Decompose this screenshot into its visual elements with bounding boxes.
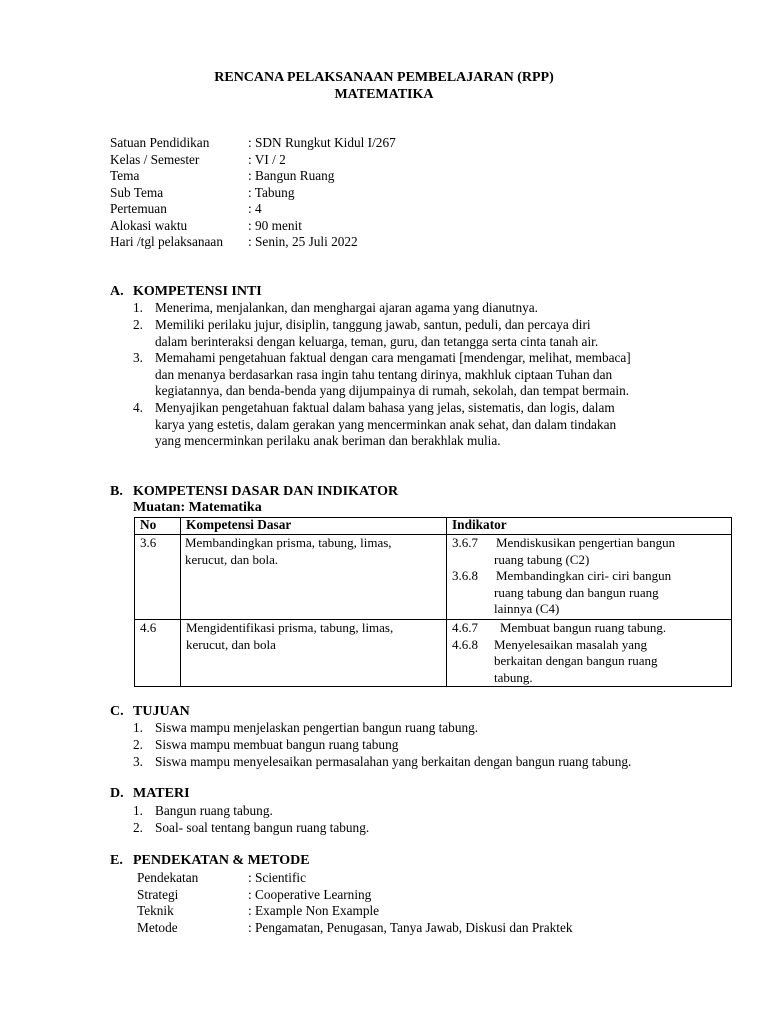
method-value: : Pengamatan, Penugasan, Tanya Jawab, Diskusi dan Praktek (248, 919, 573, 935)
section-a-letter: A. (110, 284, 124, 299)
method-label: Teknik (137, 903, 174, 918)
info-value-hari: : Senin, 25 Juli 2022 (248, 234, 358, 249)
section-c-title: TUJUAN (133, 704, 190, 719)
list-item-number: 3. (133, 754, 143, 769)
indicator-code: 3.6.7 (452, 535, 478, 550)
list-item-text: yang mencerminkan perilaku anak beriman dan berakhlak mulia. (155, 433, 501, 448)
indicator-code: 4.6.7 (452, 620, 478, 635)
list-item-number: 2. (133, 820, 143, 835)
section-d-heading (110, 785, 190, 802)
indicator-text: ruang tabung dan bangun ruang (494, 584, 659, 600)
indicator-text: tabung. (494, 669, 533, 685)
method-value: : Example Non Example (248, 903, 380, 918)
info-value-subtema: : Tabung (248, 184, 295, 200)
section-d-title: MATERI (133, 786, 190, 801)
method-label: Pendekatan (137, 870, 199, 885)
list-item-number: 2. (133, 737, 143, 752)
section-d-letter: D. (110, 786, 124, 801)
list-item-text: Soal- soal tentang bangun ruang tabung. (155, 820, 370, 835)
info-value-pertemuan: : 4 (248, 201, 262, 216)
info-value-satuan: : SDN Rungkut Kidul I/267 (248, 135, 396, 150)
list-item-text: Menerima, menjalankan, dan menghargai ajaran agama yang dianutnya. (155, 300, 538, 315)
info-label-kelas: Kelas / Semester (110, 151, 200, 167)
list-item-text: Siswa mampu menjelaskan pengertian bangun ruang tabung. (155, 720, 479, 735)
list-item-text: Memahami pengetahuan faktual dengan cara mengamati [mendengar, melihat, membaca] (155, 350, 631, 365)
list-item-text: Siswa mampu membuat bangun ruang tabung (155, 737, 399, 752)
method-label: Strategi (137, 886, 179, 902)
method-value: : Cooperative Learning (248, 886, 372, 902)
info-label-hari: Hari /tgl pelaksanaan (110, 234, 223, 249)
indicator-text: Menyelesaikan masalah yang (494, 636, 648, 652)
indicator-text: ruang tabung (C2) (494, 551, 590, 567)
table-cell-kd: Mengidentifikasi prisma, tabung, limas, (186, 620, 394, 635)
indicator-text: berkaitan dengan bangun ruang (494, 653, 658, 668)
list-item-number: 1. (133, 803, 143, 818)
list-item-text: dalam berinteraksi dengan keluarga, teman, guru, dan tetangga serta cinta tanah air. (155, 333, 599, 349)
list-item-number: 4. (133, 400, 143, 415)
section-a-title: KOMPETENSI INTI (133, 284, 262, 299)
indicator-text: Mendiskusikan pengertian bangun (496, 535, 676, 550)
table-cell-kd: kerucut, dan bola (186, 636, 276, 652)
table-cell-kd: Membandingkan prisma, tabung, limas, (185, 535, 392, 550)
table-header-kd: Kompetensi Dasar (186, 517, 292, 532)
list-item-text: karya yang estetis, dalam gerakan yang mencerminkan anak sehat, dan dalam tindakan (155, 416, 617, 432)
indicator-text: Membandingkan ciri- ciri bangun (496, 568, 672, 583)
section-b-heading (110, 483, 398, 500)
indicator-code: 3.6.8 (452, 568, 478, 583)
table-border-left (134, 517, 135, 687)
document-subtitle: MATEMATIKA (334, 87, 434, 102)
section-c-heading (110, 703, 190, 720)
table-border-right (731, 517, 732, 687)
table-col-divider-1 (180, 517, 181, 687)
indicator-text: lainnya (C4) (494, 601, 560, 616)
info-label-tema: Tema (110, 168, 140, 183)
table-header-indikator: Indikator (452, 517, 507, 532)
list-item-text: Menyajikan pengetahuan faktual dalam bahasa yang jelas, sistematis, dan logis, dalam (155, 400, 615, 415)
section-e-title: PENDEKATAN & METODE (133, 853, 310, 868)
document-title: RENCANA PELAKSANAAN PEMBELAJARAN (RPP) (214, 70, 554, 85)
section-b-letter: B. (110, 484, 123, 499)
table-cell-no: 3.6 (140, 535, 157, 550)
method-value: : Scientific (248, 870, 306, 885)
method-label: Metode (137, 919, 178, 935)
list-item-number: 2. (133, 317, 143, 332)
list-item-text: Memiliki perilaku jujur, disiplin, tanggung jawab, santun, peduli, dan percaya diri (155, 317, 591, 332)
table-header-no: No (140, 517, 157, 532)
list-item-text: kegiatannya, dan benda-benda yang dijumpainya di rumah, sekolah, dan tempat bermain. (155, 383, 630, 398)
info-value-alokasi: : 90 menit (248, 217, 302, 233)
table-cell-kd: kerucut, dan bola. (185, 551, 279, 567)
indicator-code: 4.6.8 (452, 636, 478, 652)
indicator-text: Membuat bangun ruang tabung. (500, 620, 667, 635)
section-e-heading (110, 852, 310, 869)
section-b-subtitle: Muatan: Matematika (133, 500, 262, 515)
section-b-title: KOMPETENSI DASAR DAN INDIKATOR (133, 484, 399, 499)
list-item-number: 3. (133, 350, 143, 365)
info-label-pertemuan: Pertemuan (110, 201, 167, 216)
list-item-text: Siswa mampu menyelesaikan permasalahan yang berkaitan dengan bangun ruang tabung. (155, 754, 632, 769)
list-item-number: 1. (133, 300, 143, 315)
section-c-letter: C. (110, 704, 124, 719)
kd-indicator-table (134, 517, 732, 687)
table-border-bottom (134, 686, 732, 687)
table-cell-no: 4.6 (140, 620, 157, 635)
section-a-heading (110, 283, 262, 300)
list-item-number: 1. (133, 720, 143, 735)
info-label-subtema: Sub Tema (110, 184, 164, 200)
info-label-alokasi: Alokasi waktu (110, 217, 188, 233)
info-label-satuan: Satuan Pendidikan (110, 135, 210, 150)
info-value-kelas: : VI / 2 (248, 151, 286, 167)
section-e-letter: E. (110, 853, 123, 868)
list-item-text: dan menanya berdasarkan rasa ingin tahu tentang dirinya, makhluk ciptaan Tuhan dan (155, 366, 613, 382)
list-item-text: Bangun ruang tabung. (155, 803, 273, 818)
table-col-divider-2 (446, 517, 447, 687)
info-value-tema: : Bangun Ruang (248, 168, 335, 183)
